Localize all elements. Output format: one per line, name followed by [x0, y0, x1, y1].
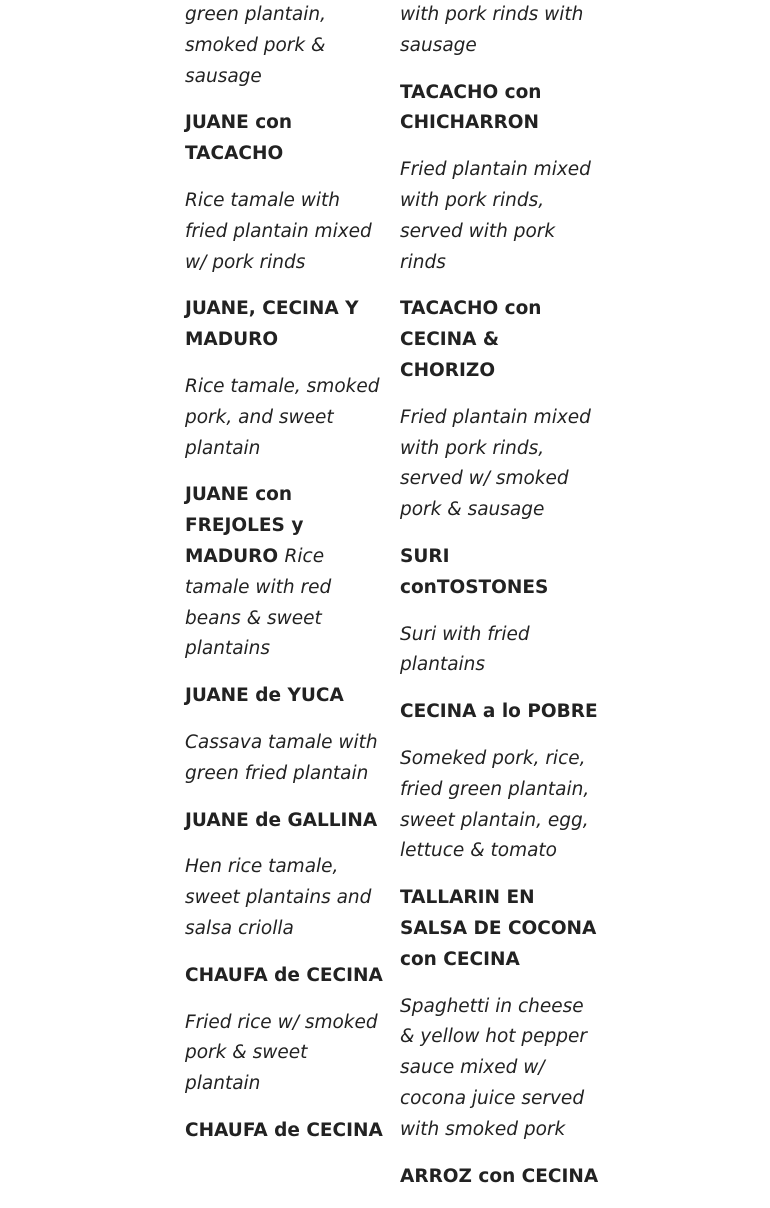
dish-description: Spaghetti in cheese & yellow hot pepper sauce mixed w/ cocona juice served with smoked pork — [400, 995, 588, 1140]
menu-item — [400, 294, 600, 526]
dish-name: ARROZ con CECINA — [400, 1165, 599, 1187]
menu-item — [400, 883, 600, 1145]
dish-name: SURI conTOSTONES — [400, 545, 549, 598]
dish-description: Someked pork, rice, fried green plantain, sweet plantain, egg, lettuce & tomato — [400, 747, 590, 862]
menu-item — [185, 294, 385, 464]
dish-name: JUANE con FREJOLES y MADURO — [185, 484, 304, 567]
menu-item — [185, 480, 385, 665]
dish-name: JUANE de GALLINA — [185, 809, 378, 831]
menu-item — [185, 108, 385, 278]
dish-description: Hen rice tamale, sweet plantains and salsa criolla — [185, 856, 372, 939]
dish-description: Cassava tamale with green fried plantain — [185, 731, 378, 784]
dish-name: JUANE con TACACHO — [185, 112, 293, 165]
dish-description: Fried plantain mixed with pork rinds, served w/ smoked pork & sausage — [400, 406, 591, 521]
menu-item — [185, 961, 385, 1100]
dish-description: Suri with fried plantains — [400, 623, 530, 676]
dish-description: Rice tamale with fried plantain mixed w/ pork rinds — [185, 189, 372, 273]
dish-name: CECINA a lo POBRE — [400, 701, 598, 723]
dish-name: JUANE, CECINA Y MADURO — [185, 298, 359, 351]
dish-name: TALLARIN EN SALSA DE COCONA con CECINA — [400, 887, 597, 970]
dish-description: with pork rinds with sausage — [400, 4, 584, 56]
dish-description: Rice tamale with red beans & sweet plantains — [185, 545, 332, 660]
menu-item — [400, 697, 600, 867]
dish-description: Rice tamale, smoked pork, and sweet plantain — [185, 375, 380, 459]
dish-name: CHAUFA de CECINA — [185, 964, 383, 986]
dish-name: TACACHO con CHICHARRON — [400, 81, 542, 134]
dish-name: JUANE de YUCA — [185, 685, 344, 707]
dish-description: green plantain, smoked pork & sausage — [185, 4, 326, 87]
dish-description: Fried rice w/ smoked pork & sweet plantain — [185, 1011, 378, 1095]
dish-name: CHAUFA de CECINA — [185, 1119, 383, 1141]
dish-description: Fried plantain mixed with pork rinds, served with pork rinds — [400, 159, 591, 273]
menu-item — [185, 681, 385, 789]
menu-item — [185, 806, 385, 945]
dish-name: TACACHO con CECINA & CHORIZO — [400, 298, 542, 381]
menu-column-left — [185, 0, 385, 1163]
menu-column-right — [400, 0, 600, 1208]
menu-item — [400, 542, 600, 681]
menu-item — [400, 78, 600, 279]
